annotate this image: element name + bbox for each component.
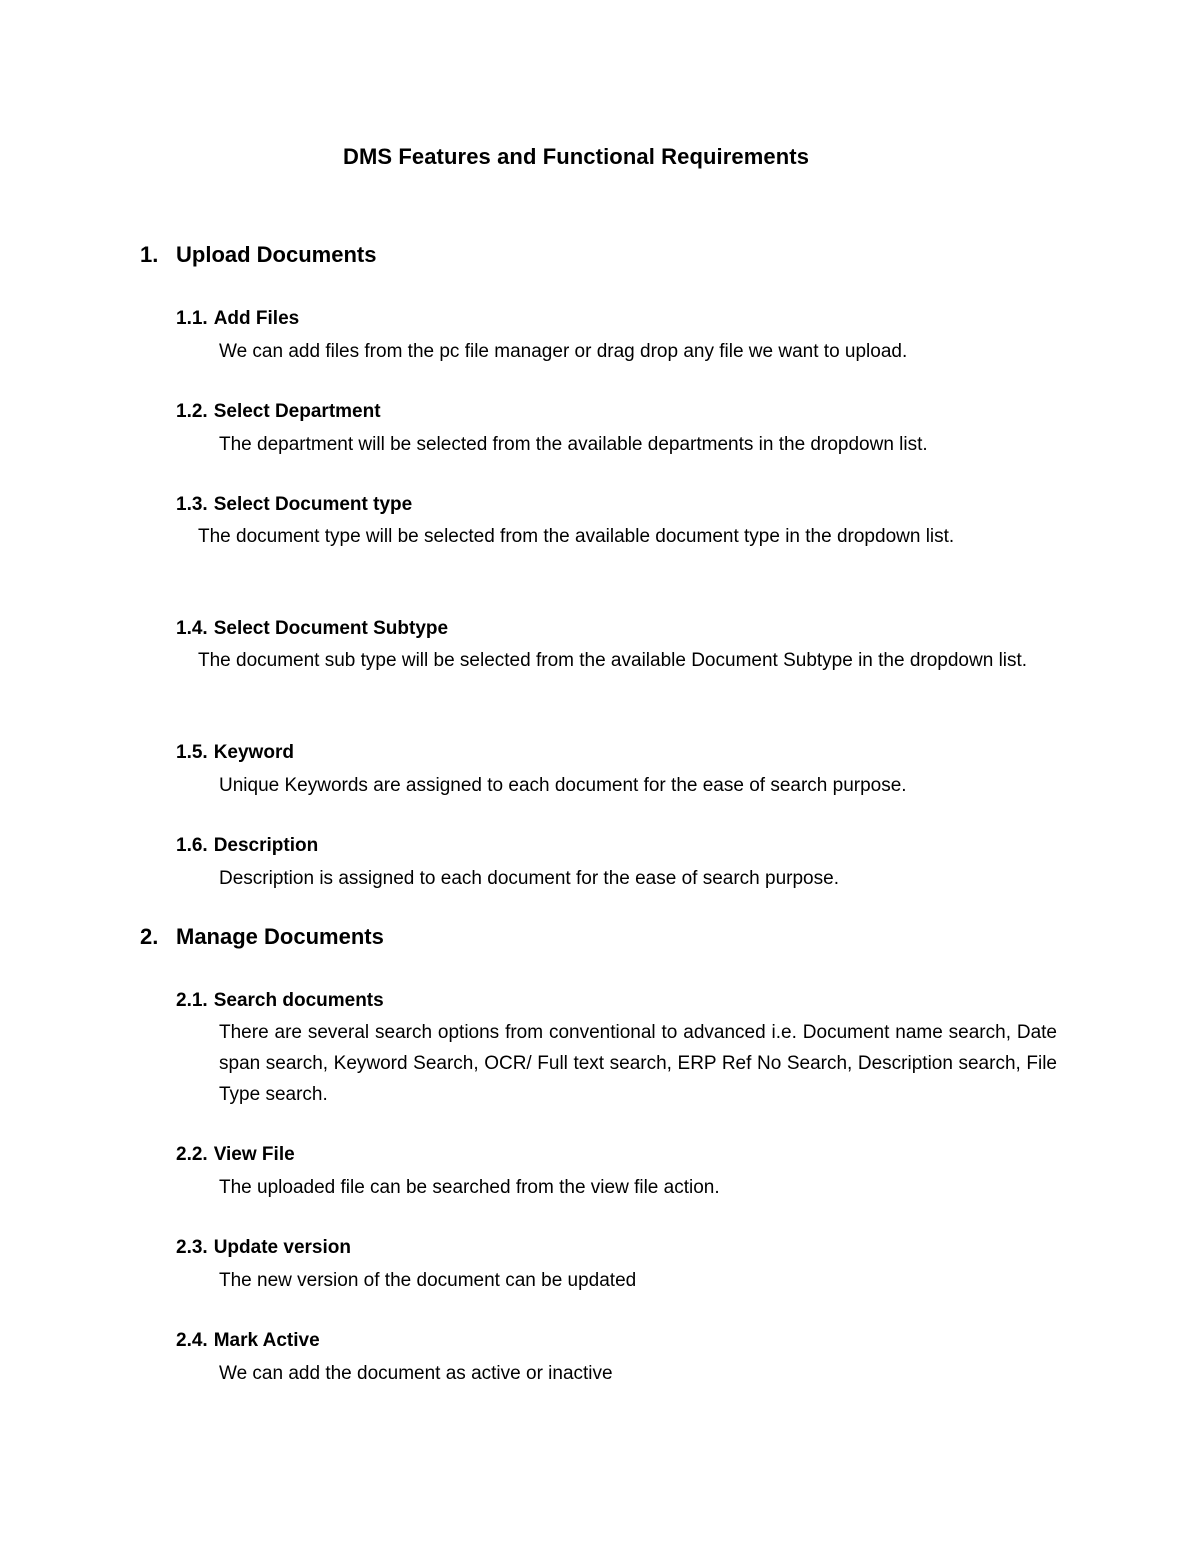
subsection-text: The department will be selected from the available departments in the dropdown list. (219, 434, 928, 455)
subsection-title: Select Department (213, 401, 381, 422)
subsection-title: View File (213, 1144, 295, 1165)
subsection-heading (176, 742, 294, 764)
subsection-heading (176, 835, 318, 857)
subsection-title: Select Document Subtype (213, 618, 449, 639)
subsection-text: There are several search options from conventional to advanced i.e. Document name search, Date span search, Keyword Search, OCR/ Full text search, ERP Ref No Search, Description search, File Type search. (219, 1022, 1057, 1105)
subsection-title: Add Files (213, 308, 300, 329)
subsection-title: Keyword (213, 742, 294, 763)
subsection-title: Select Document type (213, 494, 413, 515)
subsection-title: Mark Active (213, 1330, 320, 1351)
subsection-number: 2.1. (176, 990, 208, 1011)
subsection-heading (176, 494, 412, 516)
subsection-text: The new version of the document can be updated (219, 1270, 637, 1291)
subsection-text: We can add the document as active or inactive (219, 1363, 613, 1384)
section-number: 2. (140, 924, 159, 949)
subsection-text: The uploaded file can be searched from the view file action. (219, 1177, 720, 1198)
subsection-number: 1.6. (176, 835, 208, 856)
subsection-number: 2.4. (176, 1330, 208, 1351)
subsection-number: 1.3. (176, 494, 208, 515)
section-title: Manage Documents (176, 924, 384, 949)
subsection-text: Description is assigned to each document for the ease of search purpose. (219, 868, 839, 889)
subsection-number: 2.2. (176, 1144, 208, 1165)
subsection-number: 1.4. (176, 618, 208, 639)
subsection-heading (176, 990, 384, 1012)
subsection-text: The document sub type will be selected from the available Document Subtype in the dropdown list. (198, 650, 1028, 671)
subsection-text: The document type will be selected from the available document type in the dropdown list. (198, 526, 955, 547)
subsection-heading (176, 1237, 351, 1259)
subsection-number: 1.2. (176, 401, 208, 422)
subsection-title: Description (213, 835, 319, 856)
subsection-heading (176, 308, 299, 330)
subsection-number: 1.5. (176, 742, 208, 763)
section-number: 1. (140, 242, 159, 267)
document-title: DMS Features and Functional Requirements (342, 144, 810, 169)
subsection-number: 2.3. (176, 1237, 208, 1258)
subsection-heading (176, 1330, 320, 1352)
subsection-text: We can add files from the pc file manager or drag drop any file we want to upload. (219, 341, 908, 362)
subsection-title: Update version (213, 1237, 351, 1258)
subsection-heading (176, 1144, 295, 1166)
subsection-heading (176, 618, 448, 640)
subsection-text: Unique Keywords are assigned to each document for the ease of search purpose. (219, 775, 907, 796)
subsection-heading (176, 401, 381, 423)
section-title: Upload Documents (176, 242, 377, 267)
subsection-title: Search documents (213, 990, 384, 1011)
subsection-number: 1.1. (176, 308, 208, 329)
